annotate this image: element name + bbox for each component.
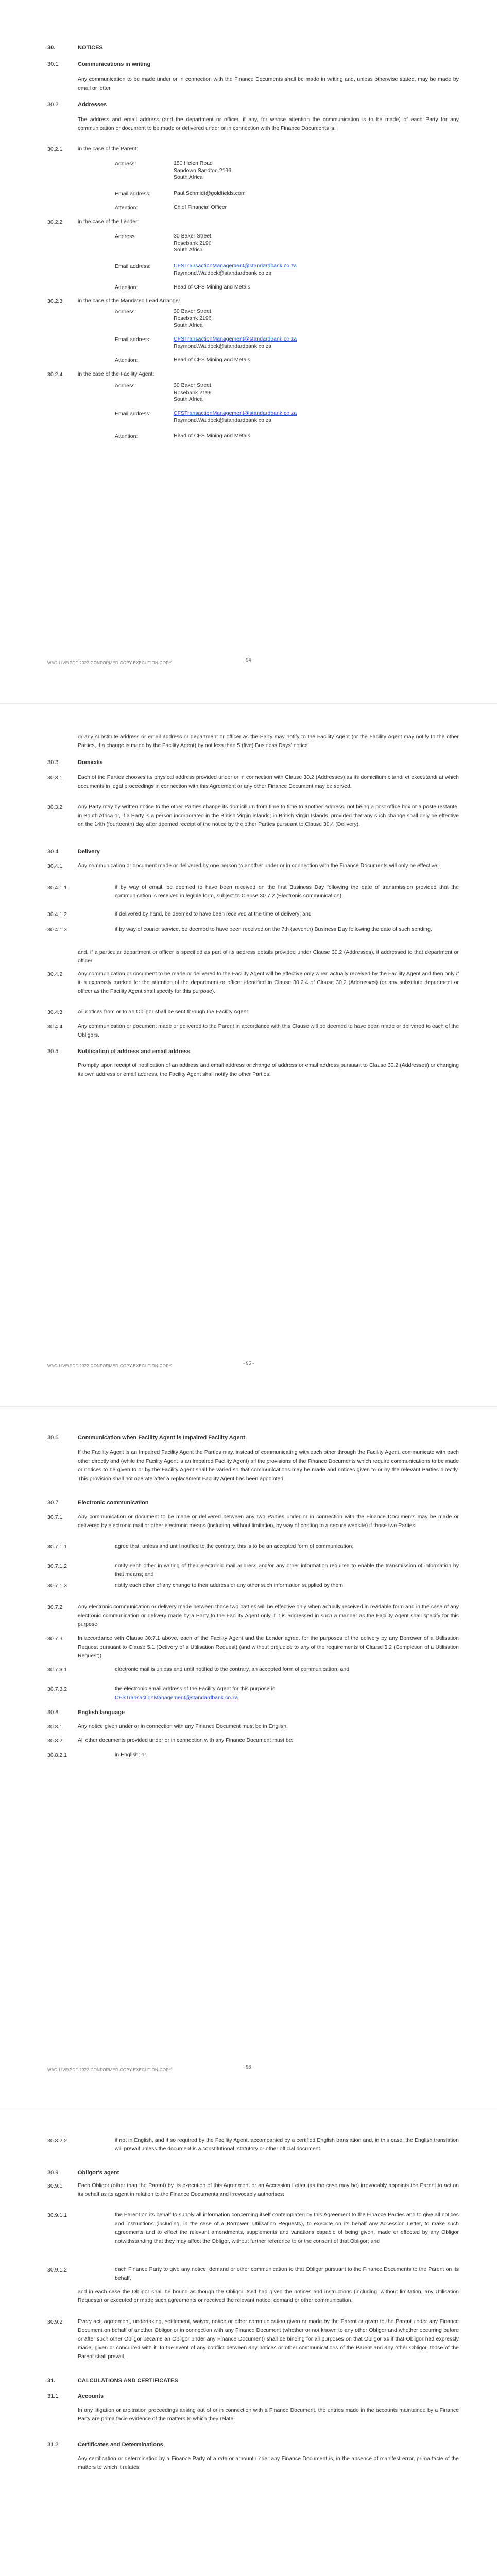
clause-number: 30.9.2	[47, 2319, 63, 2325]
clause-text: in the case of the Facility Agent:	[78, 371, 155, 377]
clause-text: The address and email address (and the department or officer, if any, for whose attention the communication is to be made) of each Party for any communication or document to be made or delivered under or in connection with the Finance Documents is:	[78, 116, 459, 131]
clause-text: Each Obligor (other than the Parent) by its execution of this Agreement or an Accession Letter (as the case may be) irrevocably appoints the Parent to act on its behalf as its agent in relation to the Finance Documents and irrevocably authorises:	[78, 2182, 459, 2197]
address-value: 150 Helen Road Sandown Sandton 2196 South Africa	[174, 160, 232, 180]
clause-number: 30.8.2	[47, 1738, 63, 1744]
clause-number: 30.3.1	[47, 775, 63, 781]
clause-heading: Accounts	[78, 2393, 104, 2399]
clause-number: 30.2.4	[47, 371, 63, 378]
clause-number: 30.8.1	[47, 1724, 63, 1730]
clause-number: 30.7.1.2	[47, 1563, 67, 1569]
clause-number: 30.2.2	[47, 219, 63, 225]
attention-value: Head of CFS Mining and Metals	[174, 284, 250, 290]
clause-number: 30.9.1	[47, 2183, 63, 2189]
clause-heading: Communication when Facility Agent is Impaired Facility Agent	[78, 1435, 245, 1441]
clause-number: 30.7	[47, 1500, 59, 1506]
clause-number: 31.1	[47, 2393, 59, 2399]
clause-number: 30.7.1.3	[47, 1583, 67, 1589]
clause-number: 30.7.3	[47, 1636, 63, 1642]
clause-text: in the case of the Lender:	[78, 218, 139, 225]
clause-number: 30.7.3.1	[47, 1667, 67, 1673]
footer-reference: WAG-LIVE\PDF-2022-CONFORMED-COPY-EXECUTION-COPY	[47, 2067, 172, 2072]
clause-number: 30.4	[47, 849, 59, 855]
email-value: Raymond.Waldeck@standardbank.co.za	[174, 417, 272, 423]
clause-text: agree that, unless and until notified to the contrary, this is to be an accepted form of communication;	[115, 1543, 354, 1549]
clause-number: 30.4.1.1	[47, 885, 67, 891]
clause-text: electronic mail is unless and until notified to the contrary, an accepted form of communication; and	[115, 1666, 350, 1672]
document-page-95	[0, 704, 497, 1406]
clause-number: 30.8	[47, 1709, 59, 1716]
clause-number: 30.9.1.1	[47, 2212, 67, 2218]
footer-reference: WAG-LIVE\PDF-2022-CONFORMED-COPY-EXECUTION-COPY	[47, 1364, 172, 1368]
clause-text: if by way of courier service, be deemed to have been received on the 7th (seventh) Business Day following the date of such sending,	[115, 926, 432, 933]
clause-number: 30.9.1.2	[47, 2267, 67, 2273]
clause-number: 30.5	[47, 1048, 59, 1055]
clause-number: 31.2	[47, 2442, 59, 2448]
clause-text: in the case of the Mandated Lead Arranger:	[78, 298, 182, 304]
clause-number: 30.9	[47, 2170, 59, 2176]
email-label: Email address:	[115, 411, 151, 417]
clause-text: each Finance Party to give any notice, demand or other communication to that Obligor pursuant to the Finance Documents to the Parent on its behalf,	[115, 2266, 459, 2281]
clause-text: in English; or	[115, 1752, 146, 1758]
clause-number: 30.7.1	[47, 1514, 63, 1520]
attention-value: Head of CFS Mining and Metals	[174, 357, 250, 363]
clause-text: Promptly upon receipt of notification of an address and email address or change of address or email address pursuant to Clause 30.2 (Addresses) or changing its own address or email address, the Facility Agent shall notify the other Parties.	[78, 1062, 459, 1077]
address-label: Address:	[115, 233, 136, 240]
clause-text: or any substitute address or email address or department or officer as the Party may notify to the Facility Agent (or the Facility Agent may notify to the other Parties, if a change is made by the Facility Agent) by not less than 5 (five) Business Days' notice.	[78, 734, 459, 749]
clause-text: notify each other in writing of their electronic mail address and/or any other information required to enable the transmission of information by that means; and	[115, 1563, 459, 1578]
clause-title: CALCULATIONS AND CERTIFICATES	[78, 2378, 178, 2384]
clause-number: 30.4.4	[47, 1024, 63, 1030]
clause-heading: Domicilia	[78, 759, 103, 766]
clause-text: Any communication to be made under or in connection with the Finance Documents shall be made in writing and, unless otherwise stated, may be made by email or letter.	[78, 76, 459, 91]
email-link[interactable]: CFSTransactionManagement@standardbank.co.za	[115, 1694, 238, 1701]
document-page-94	[0, 0, 497, 703]
clause-text: if by way of email, be deemed to have been received on the first Business Day following the date of transmission provided that the communication is received in legible form, subject to Clause 30.7.2 (Electronic communication);	[115, 884, 459, 899]
clause-number: 30.1	[47, 61, 59, 67]
attention-label: Attention:	[115, 205, 138, 211]
page-number: - 95 -	[243, 1361, 254, 1366]
clause-text: Any electronic communication or delivery made between those two parties will be effective only when actually received in readable form and in the case of any electronic communication or delivery made by a Party to the Facility Agent only if it is addressed in such a manner as the Facility Agent shall specify for this purpose.	[78, 1604, 459, 1628]
clause-number: 30.4.1.2	[47, 911, 67, 918]
clause-text: In any litigation or arbitration proceedings arising out of or in connection with a Finance Document, the entries made in the accounts maintained by a Finance Party are prima facie evidence of the matters to which they relate.	[78, 2407, 459, 2422]
attention-label: Attention:	[115, 284, 138, 291]
clause-text: Every act, agreement, undertaking, settlement, waiver, notice or other communication given or made by the Parent or given to the Parent under any Finance Document on behalf of another Obligor or in connection with any Finance Document (whether or not known to any other Obligor and whether occurring before or after such other Obligor became an Obligor under any Finance Document) shall be binding for all purposes on that Obligor as if that Obligor had expressly made, given or concurred with it. In the event of any conflict between any notices or other communications of the Parent and any other Obligor, those of the Parent shall prevail.	[78, 2318, 459, 2360]
clause-text: Any communication or document made or delivered by one person to another under or in connection with the Finance Documents will only be effective:	[78, 862, 439, 869]
clause-number: 30.4.1	[47, 863, 63, 869]
clause-number: 30.3	[47, 759, 59, 766]
clause-heading: Delivery	[78, 849, 100, 855]
clause-text: the Parent on its behalf to supply all information concerning itself contemplated by this Agreement to the Finance Parties and to give all notices and instructions (including, in the case of a Borrower, Utilisation Requests), to execute on its behalf any Accession Letter, to make such agreements and to effect the relevant amendments, supplements and variations capable of being given, made or effected by any Obligor notwithstanding that they may affect the Obligor, without further reference to or the consent of that Obligor; and	[115, 2212, 459, 2244]
clause-text: if delivered by hand, be deemed to have been received at the time of delivery; and	[115, 911, 312, 917]
clause-text: the electronic email address of the Facility Agent for this purpose is	[115, 1686, 276, 1692]
clause-number: 31.	[47, 2378, 56, 2384]
address-label: Address:	[115, 383, 136, 389]
page-number: - 96 -	[243, 2064, 254, 2070]
clause-number: 30.4.2	[47, 971, 63, 977]
clause-text: Each of the Parties chooses its physical address provided under or in connection with Clause 30.2 (Addresses) as its domicilium citandi et executandi at which documents in legal proceedings in connection with this Agreement or any other Finance Document may be served.	[78, 774, 459, 789]
address-value: 30 Baker Street Rosebank 2196 South Africa	[174, 233, 212, 253]
clause-text: In accordance with Clause 30.7.1 above, each of the Facility Agent and the Lender agree, for the purposes of the delivery by any Borrower of a Utilisation Request pursuant to Clause 5.1 (Delivery of a Utilisation Request) (and without prejudice to any of the requirements of Clause 5.2 (Completion of a Utilisation Request)):	[78, 1635, 459, 1659]
clause-text: Any communication or document made or delivered to the Parent in accordance with this Clause will be deemed to have been made or delivered to each of the Obligors.	[78, 1023, 459, 1038]
address-label: Address:	[115, 309, 136, 315]
footer-reference: WAG-LIVE\PDF-2022-CONFORMED-COPY-EXECUTION-COPY	[47, 660, 172, 665]
email-value: Raymond.Waldeck@standardbank.co.za	[174, 343, 272, 349]
page-number: - 94 -	[243, 657, 254, 663]
document-page-97	[0, 2110, 497, 2576]
clause-text: in the case of the Parent:	[78, 146, 138, 152]
clause-number: 30.	[47, 45, 56, 51]
clause-number: 30.7.1.1	[47, 1544, 67, 1550]
clause-number: 30.2	[47, 101, 59, 108]
clause-text: if not in English, and if so required by the Facility Agent, accompanied by a certified English translation and, in this case, the English translation will prevail unless the document is a constitutional, statutory or other official document.	[115, 2137, 459, 2152]
clause-text: and, if a particular department or officer is specified as part of its address details provided under Clause 30.2 (Addresses), if addressed to that department or officer.	[78, 949, 459, 964]
email-label: Email address:	[115, 336, 151, 343]
clause-heading: English language	[78, 1709, 125, 1716]
clause-text: Any communication or document to be made or delivered to the Facility Agent will be effective only when actually received by the Facility Agent and then only if it is expressly marked for the attention of the department or officer identified in Clause 30.2.4 of Clause 30.2 (Addresses) (or any substitute department or officer as the Facility Agent shall specify for this purpose).	[78, 971, 459, 994]
clause-text: Any Party may by written notice to the other Parties change its domicilium from time to time to another address, not being a post office box or a poste restante, in South Africa or, if a Party is a person incorporated in the British Virgin Islands, in British Virgin Islands, provided that any such change shall only be effective on the 14th (fourteenth) day after deemed receipt of the notice by the other Parties pursuant to Clause 30.4 (Delivery).	[78, 804, 459, 827]
clause-number: 30.3.2	[47, 804, 63, 810]
clause-text: All other documents provided under or in connection with any Finance Document must be:	[78, 1737, 294, 1743]
clause-number: 30.8.2.1	[47, 1752, 67, 1758]
clause-text: If the Facility Agent is an Impaired Facility Agent the Parties may, instead of communicating with each other through the Facility Agent, communicate with each other directly and (while the Facility Agent is an Impaired Facility Agent) all the provisions of the Finance Documents which require communications to be made or notices to be given to or by the Facility Agent shall be varied so that communications may be made and notices given to or by the relevant Parties directly. This provision shall not operate after a replacement Facility Agent has been appointed.	[78, 1449, 459, 1482]
clause-text: notify each other of any change to their address or any other such information supplied by them.	[115, 1582, 345, 1588]
clause-title: NOTICES	[78, 45, 103, 51]
clause-number: 30.8.2.2	[47, 2138, 67, 2144]
attention-value: Chief Financial Officer	[174, 204, 227, 210]
clause-number: 30.2.1	[47, 146, 63, 152]
clause-heading: Certificates and Determinations	[78, 2442, 163, 2448]
clause-text: and in each case the Obligor shall be bound as though the Obligor itself had given the notices and instructions (including, without limitation, any Utilisation Requests) or executed or made such agreements or received the relevant notice, demand or other communication.	[78, 2289, 459, 2303]
clause-heading: Communications in writing	[78, 61, 151, 67]
clause-number: 30.2.3	[47, 298, 63, 304]
email-value: Paul.Schmidt@goldfields.com	[174, 190, 246, 196]
attention-label: Attention:	[115, 357, 138, 363]
clause-text: Any communication or document to be made or delivered between any two Parties under or in connection with the Finance Documents may be made or delivered by electronic mail or other electronic means (including, without limitation, by way of posting to a secure website) if those two Parties:	[78, 1514, 459, 1529]
address-value: 30 Baker Street Rosebank 2196 South Africa	[174, 382, 212, 402]
email-label: Email address:	[115, 191, 151, 197]
address-value: 30 Baker Street Rosebank 2196 South Africa	[174, 308, 212, 328]
clause-heading: Electronic communication	[78, 1500, 149, 1506]
attention-value: Head of CFS Mining and Metals	[174, 433, 250, 439]
clause-heading: Obligor's agent	[78, 2170, 119, 2176]
clause-number: 30.7.2	[47, 1604, 63, 1611]
attention-label: Attention:	[115, 433, 138, 439]
clause-number: 30.6	[47, 1435, 59, 1441]
email-label: Email address:	[115, 263, 151, 269]
clause-heading: Addresses	[78, 101, 107, 108]
clause-number: 30.4.1.3	[47, 927, 67, 933]
email-value: Raymond.Waldeck@standardbank.co.za	[174, 270, 272, 276]
email-link[interactable]: CFSTransactionManagement@standardbank.co.za	[174, 410, 297, 416]
address-label: Address:	[115, 161, 136, 167]
clause-heading: Notification of address and email address	[78, 1048, 191, 1055]
email-link[interactable]: CFSTransactionManagement@standardbank.co.za	[174, 263, 297, 269]
clause-text: Any certification or determination by a Finance Party of a rate or amount under any Finance Document is, in the absence of manifest error, prima facie of the matters to which it relates.	[78, 2455, 459, 2470]
clause-number: 30.7.3.2	[47, 1686, 67, 1692]
document-page-96	[0, 1407, 497, 2110]
clause-number: 30.4.3	[47, 1009, 63, 1015]
clause-text: All notices from or to an Obligor shall be sent through the Facility Agent.	[78, 1009, 250, 1015]
clause-text: Any notice given under or in connection with any Finance Document must be in English.	[78, 1723, 288, 1730]
email-link[interactable]: CFSTransactionManagement@standardbank.co.za	[174, 336, 297, 342]
